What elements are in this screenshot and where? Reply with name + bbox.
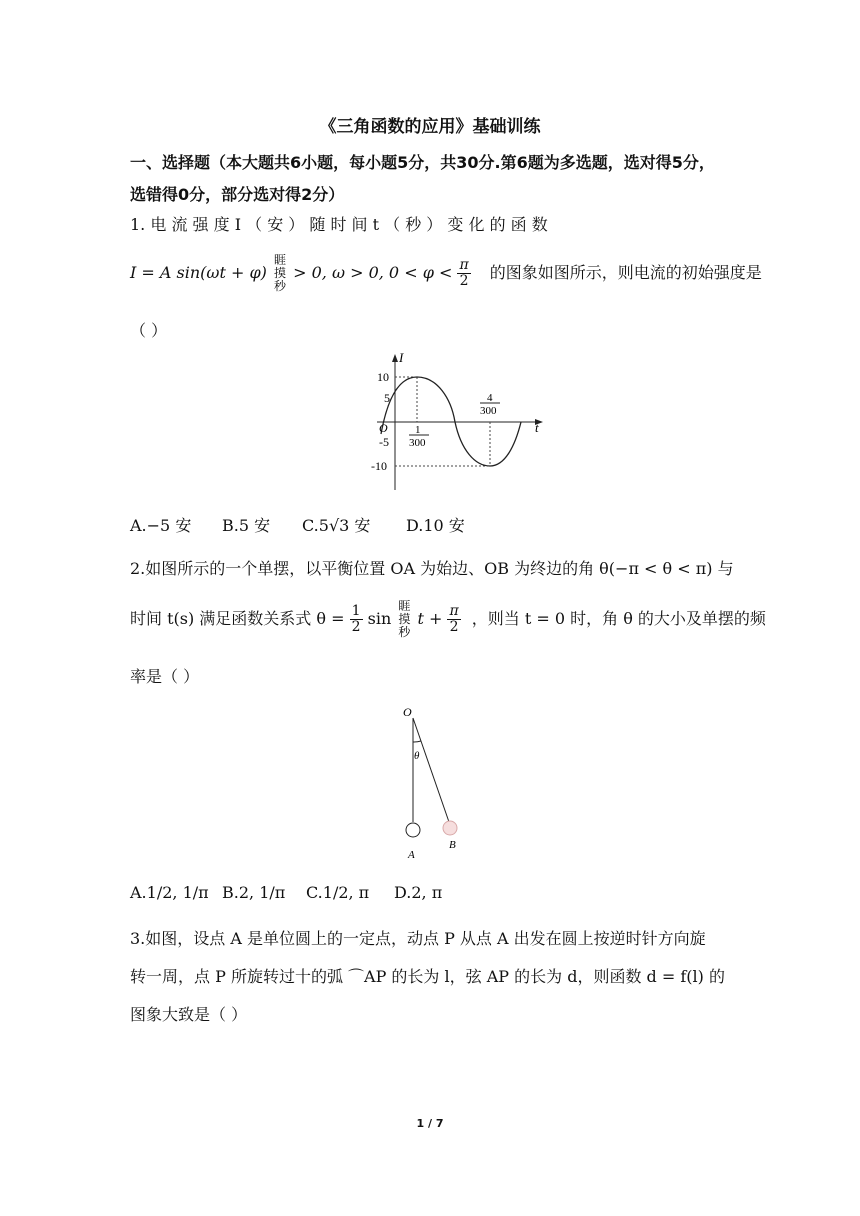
pendulum-a-label: A bbox=[408, 849, 415, 861]
q2-garble-2: 摸 bbox=[398, 612, 411, 626]
x-tick2-den: 300 bbox=[480, 405, 497, 417]
q2-sin: sin bbox=[367, 609, 392, 628]
q1-frac-den: 2 bbox=[459, 273, 469, 289]
q1-option-b: B.5 安 bbox=[222, 516, 271, 535]
q2-garble-1: 睚 bbox=[398, 599, 411, 613]
pendulum-o-label: O bbox=[403, 705, 412, 719]
pendulum-b-label: B bbox=[449, 839, 456, 851]
q2-frac2-den: 2 bbox=[449, 619, 459, 635]
q1-garble-3: 秒 bbox=[274, 279, 287, 293]
q2-option-b: B.2, 1/π bbox=[222, 883, 286, 902]
q1-option-c: C.5√3 安 bbox=[302, 516, 371, 535]
q1-frac-num: π bbox=[459, 256, 469, 273]
q2-garble bbox=[396, 600, 412, 639]
y-tick-5: 5 bbox=[384, 391, 390, 405]
q2-frac2-num: π bbox=[449, 602, 459, 619]
q2-line2-post: ，则当 t = 0 时，角 θ 的大小及单摆的频 bbox=[471, 609, 766, 628]
q1-line1: 1. 电 流 强 度 I （ 安 ） 随 时 间 t （ 秒 ） 变 化 的 函 数 bbox=[130, 215, 548, 234]
q2-option-d: D.2, π bbox=[394, 883, 443, 902]
q1-formula-post: 的图象如图所示，则电流的初始强度是 bbox=[489, 263, 762, 282]
q3-line2: 转一周，点 P 所旋转过十的弧 ⌒AP 的长为 l，弦 AP 的长为 d，则函数 d = f(l) 的 bbox=[130, 967, 725, 986]
y-axis-arrow bbox=[392, 354, 398, 362]
theta-label: θ bbox=[414, 750, 420, 762]
q1-formula-mid: > 0, ω > 0, 0 < φ < bbox=[293, 263, 453, 282]
q2-line1: 2.如图所示的一个单摆，以平衡位置 OA 为始边、OB 为终边的角 θ(−π < θ < π) 与 bbox=[130, 559, 734, 578]
q2-garble-3: 秒 bbox=[398, 625, 411, 639]
q2-frac1 bbox=[350, 604, 363, 636]
q2-frac1-den: 2 bbox=[351, 619, 361, 635]
page-number: 1 / 7 bbox=[416, 1117, 444, 1130]
q2-option-c: C.1/2, π bbox=[306, 883, 370, 902]
x-axis-label: t bbox=[535, 420, 539, 435]
origin-label: O bbox=[379, 421, 388, 435]
section-heading: 一、选择题（本大题共6小题，每小题5分，共30分.第6题为多选题，选对得5分，选错得0分，部分选对得2分） bbox=[130, 153, 715, 204]
y-tick-10: 10 bbox=[377, 370, 389, 384]
q1-option-a: A.−5 安 bbox=[130, 516, 192, 535]
q1-formula-pre: I = A sin(ωt + φ) bbox=[130, 263, 267, 282]
pendulum-ob-line bbox=[413, 718, 449, 822]
q1-formula-line bbox=[130, 254, 762, 293]
q1-formula-frac bbox=[457, 258, 470, 290]
q3-line1: 3.如图，设点 A 是单位圆上的一定点，动点 P 从点 A 出发在圆上按逆时针方向旋 bbox=[130, 929, 706, 948]
page-title: 《三角函数的应用》基础训练 bbox=[319, 117, 541, 137]
q2-frac2 bbox=[447, 604, 460, 636]
q2-t: t + bbox=[417, 609, 443, 628]
q3-line3: 图象大致是（ ） bbox=[130, 1005, 248, 1024]
y-axis-label: I bbox=[399, 350, 404, 365]
q1-blank: （ ） bbox=[130, 321, 168, 340]
q1-garble-2: 摸 bbox=[274, 266, 287, 280]
q1-option-d: D.10 安 bbox=[406, 516, 465, 535]
q1-garble bbox=[272, 254, 288, 293]
y-tick-neg5: -5 bbox=[379, 435, 389, 449]
q2-option-a: A.1/2, 1/π bbox=[130, 883, 209, 902]
q2-frac1-num: 1 bbox=[351, 602, 361, 619]
x-tick1-num: 1 bbox=[415, 424, 421, 436]
q2-pendulum-figure bbox=[395, 700, 475, 865]
q1-garble-1: 睚 bbox=[274, 253, 287, 267]
q2-line2-pre: 时间 t(s) 满足函数关系式 θ = bbox=[130, 609, 345, 628]
q1-sine-graph bbox=[355, 350, 555, 490]
x-tick1-den: 300 bbox=[409, 437, 426, 449]
bob-a bbox=[406, 823, 420, 837]
bob-b bbox=[443, 821, 457, 835]
y-tick-neg10: -10 bbox=[371, 459, 387, 473]
x-tick2-num: 4 bbox=[487, 392, 493, 404]
theta-arc bbox=[413, 741, 421, 742]
q2-line3: 率是（ ） bbox=[130, 667, 200, 686]
q2-line2 bbox=[130, 600, 766, 639]
